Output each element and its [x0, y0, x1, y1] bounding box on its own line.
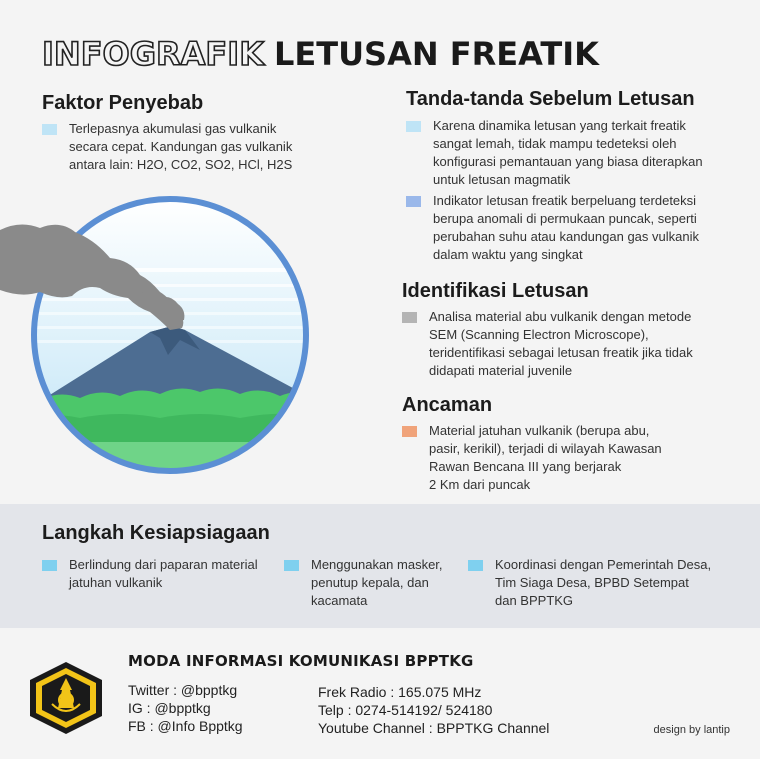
youtube-channel: Youtube Channel : BPPTKG Channel	[318, 720, 550, 736]
identifikasi-item	[402, 308, 693, 380]
footer-title: MODA INFORMASI KOMUNIKASI BPPTKG	[128, 652, 474, 670]
tanda-item-1	[406, 117, 703, 189]
ancaman-heading: Ancaman	[402, 394, 493, 416]
langkah-item-2	[284, 556, 443, 610]
tanda-text-1: Karena dinamika letusan yang terkait freatik sangat lemah, tidak mampu tedeteksi oleh konfigurasi pemantauan yang biasa diterapkan untuk letusan magmatik	[433, 118, 703, 187]
tanda-item-2	[406, 192, 699, 264]
identifikasi-text: Analisa material abu vulkanik dengan metode SEM (Scanning Electron Microscope), teridentifikasi sebagai letusan freatik jika tidak didapati material juvenile	[429, 309, 693, 378]
title-solid-text: LETUSAN FREATIK	[273, 35, 599, 73]
infographic-title	[42, 34, 599, 74]
bullet-square	[42, 124, 57, 135]
bullet-square	[468, 560, 483, 571]
design-credit: design by lantip	[653, 724, 730, 736]
bullet-square	[42, 560, 57, 571]
fb-handle: FB : @Info Bpptkg	[128, 718, 243, 734]
bullet-square	[284, 560, 299, 571]
bullet-square	[406, 196, 421, 207]
identifikasi-heading: Identifikasi Letusan	[402, 280, 589, 302]
tanda-text-2: Indikator letusan freatik berpeluang terdeteksi berupa anomali di permukaan puncak, seperti perubahan suhu atau kandungan gas vulkanik dalam waktu yang singkat	[433, 193, 699, 262]
ancaman-text: Material jatuhan vulkanik (berupa abu, pasir, kerikil), terjadi di wilayah Kawasan Rawan Bencana III yang berjarak 2 Km dari puncak	[429, 423, 662, 492]
tanda-heading: Tanda-tanda Sebelum Letusan	[406, 88, 695, 110]
langkah-item-1	[42, 556, 258, 592]
faktor-heading: Faktor Penyebab	[42, 92, 204, 114]
ancaman-item	[402, 422, 662, 494]
radio-frequency: Frek Radio : 165.075 MHz	[318, 684, 482, 700]
langkah-text-1: Berlindung dari paparan material jatuhan vulkanik	[69, 557, 258, 590]
ig-handle: IG : @bpptkg	[128, 700, 211, 716]
langkah-text-2: Menggunakan masker, penutup kepala, dan kacamata	[311, 557, 443, 608]
twitter-handle: Twitter : @bpptkg	[128, 682, 238, 698]
esdm-logo	[26, 660, 106, 736]
langkah-text-3: Koordinasi dengan Pemerintah Desa, Tim Siaga Desa, BPBD Setempat dan BPPTKG	[495, 557, 712, 608]
volcano-illustration	[0, 180, 340, 490]
bullet-square	[402, 426, 417, 437]
title-outline-text: INFOGRAFIK	[42, 35, 264, 73]
faktor-item	[42, 120, 292, 174]
langkah-heading: Langkah Kesiapsiagaan	[42, 522, 270, 544]
bullet-square	[402, 312, 417, 323]
bullet-square	[406, 121, 421, 132]
phone-number: Telp : 0274-514192/ 524180	[318, 702, 493, 718]
langkah-item-3	[468, 556, 711, 610]
faktor-text: Terlepasnya akumulasi gas vulkanik secara cepat. Kandungan gas vulkanik antara lain: H2O, CO2, SO2, HCl, H2S	[69, 121, 293, 172]
